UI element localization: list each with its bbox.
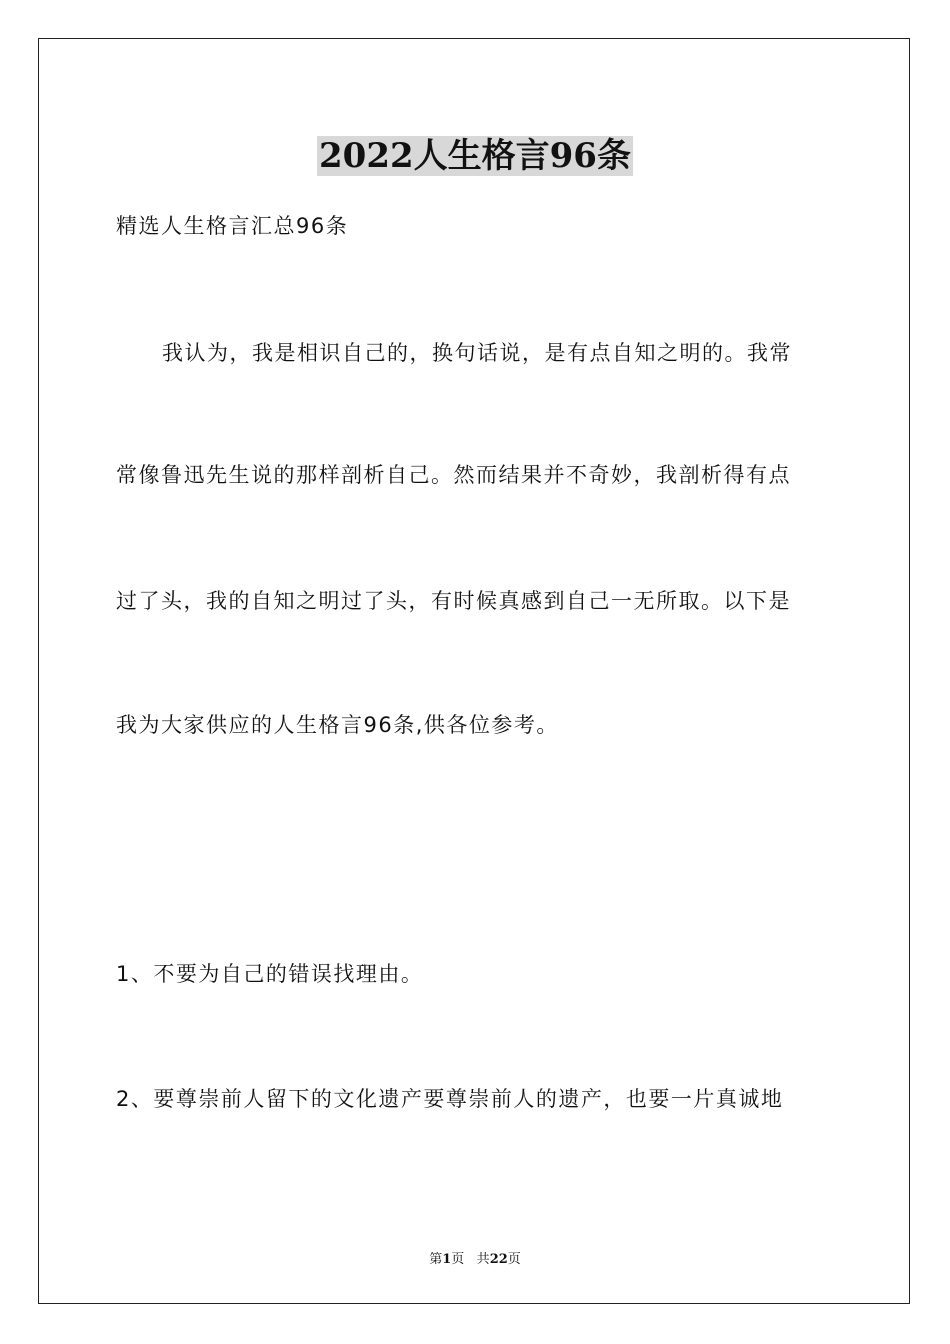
total-prefix: 共: [476, 1252, 490, 1267]
page-suffix: 页: [451, 1252, 465, 1267]
list-item-1: 1、不要为自己的错误找理由。: [116, 962, 424, 986]
page-prefix: 第: [429, 1252, 443, 1267]
title-text: 2022人生格言96条: [319, 136, 631, 176]
document-title: [0, 128, 950, 177]
page-number: 1: [442, 1252, 452, 1267]
list-item-2: 2、要尊崇前人留下的文化遗产要尊崇前人的遗产，也要一片真诚地: [116, 1087, 784, 1111]
paragraph-line-4: 我为大家供应的人生格言96条,供各位参考。: [116, 713, 559, 737]
subtitle: 精选人生格言汇总96条: [116, 214, 349, 238]
paragraph-line-3: 过了头，我的自知之明过了头，有时候真感到自己一无所取。以下是: [116, 589, 791, 613]
total-suffix: 页: [507, 1252, 521, 1267]
total-pages: 22: [489, 1252, 508, 1267]
paragraph-line-1: 我认为，我是相识自己的，换句话说，是有点自知之明的。我常: [162, 341, 792, 365]
paragraph-line-2: 常像鲁迅先生说的那样剖析自己。然而结果并不奇妙，我剖析得有点: [116, 463, 791, 487]
page-footer: [0, 1248, 950, 1267]
